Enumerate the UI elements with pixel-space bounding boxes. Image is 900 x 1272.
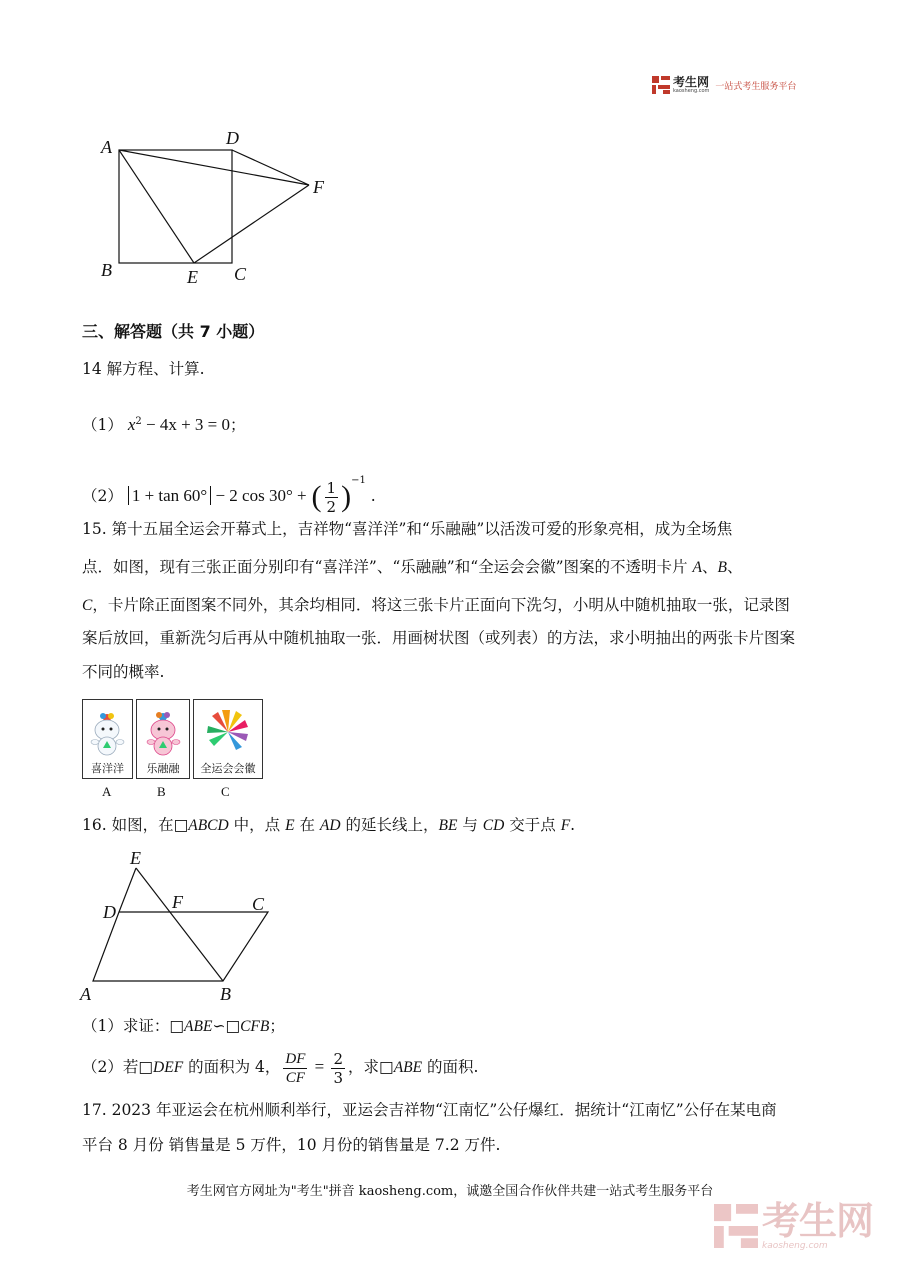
q14-p1-end: ； — [230, 416, 246, 435]
q16-p1-label: （1）求证： — [82, 1017, 170, 1035]
q16-p2-mid: 的面积为 4， — [183, 1058, 281, 1076]
fig2-label-C: C — [252, 894, 265, 914]
q16-p2-frac — [283, 1050, 307, 1087]
q16-p2-num: DF — [285, 1050, 306, 1067]
q16-p2-eq: = — [310, 1057, 329, 1076]
q16-p1-box2: □ — [225, 1017, 241, 1035]
q15-line2b: 、 — [701, 558, 718, 576]
q14-p2-num: 1 — [326, 478, 337, 497]
q16-stem — [82, 815, 575, 836]
q14-p2-rparen: ) — [341, 480, 352, 513]
q16-part1 — [82, 1016, 285, 1037]
fig1-label-B: B — [101, 260, 112, 280]
q16-p2-label: （2）若 — [82, 1058, 139, 1076]
q16-p1-abe: ABE — [184, 1018, 213, 1035]
q16-p2-frac2 — [331, 1050, 345, 1087]
q15-line2 — [82, 557, 742, 578]
figure-parallelogram — [78, 846, 278, 1006]
q14-p1-exp: 2 — [135, 416, 142, 427]
fig2-label-B: B — [220, 984, 231, 1004]
watermark-text: 考生网 — [762, 1199, 874, 1243]
q15-line3-text: ，卡片除正面图案不同外，其余均相同．将这三张卡片正面向下洗匀，小明从中随机抽取一张，记录图 — [92, 596, 790, 614]
q16-stem-g: . — [570, 816, 576, 834]
q15-letter-B: B — [717, 559, 727, 576]
games-emblem-icon — [194, 700, 262, 760]
q16-stem-c: 在 — [294, 816, 320, 834]
q16-stem-BE: BE — [438, 817, 458, 834]
q16-stem-f: 交于点 — [504, 816, 561, 834]
watermark-text-group — [762, 1201, 873, 1251]
q14-p1-rest: − 4x + 3 = 0 — [141, 415, 230, 435]
fig1-label-E: E — [187, 267, 198, 287]
q16-p2-den2: 3 — [333, 1068, 344, 1087]
q16-stem-d: 的延长线上， — [340, 816, 439, 834]
q15-letter-A: A — [692, 559, 702, 576]
q14-p2-label: （2） — [82, 487, 123, 505]
watermark-sub: kaosheng.com — [762, 1241, 828, 1251]
q15-letter-C: C — [82, 597, 93, 614]
q14-p2-den: 2 — [326, 497, 337, 516]
footer-text: 考生网官方网址为"考生"拼音 kaosheng.com，诚邀全国合作伙伴共建一站式考生服务平台 — [186, 1184, 714, 1199]
q16-p2-num2: 2 — [333, 1049, 344, 1068]
q16-p2-box2: □ — [379, 1058, 394, 1076]
q16-stem-AD: AD — [319, 817, 341, 834]
watermark-logo-icon — [714, 1204, 758, 1248]
fig1-label-F: F — [313, 177, 324, 197]
q14-p1-x: x — [127, 415, 136, 435]
q14-stem: 14 解方程、计算. — [82, 360, 205, 378]
fig2-label-A: A — [80, 984, 91, 1004]
card-letter-A: A — [102, 784, 112, 799]
q14-p2-lparen: ( — [311, 480, 322, 513]
q14-p2-abs: 1 + tan 60° — [128, 486, 211, 505]
kaosheng-logo-icon — [652, 76, 670, 94]
q16-stem-CD: CD — [482, 817, 505, 834]
fig2-label-D: D — [103, 902, 116, 922]
q14-p2-exp: −1 — [351, 475, 366, 486]
card-label-xiyangyang: 喜洋洋 — [91, 762, 124, 775]
q16-stem-box: □ — [173, 816, 189, 834]
card-label-lerongrong: 乐融融 — [146, 762, 180, 775]
card-emblem — [193, 699, 263, 779]
q16-p2-def: DEF — [153, 1059, 184, 1076]
card-label-emblem: 全运会会徽 — [200, 762, 256, 775]
q15-line1: 15. 第十五届全运会开幕式上，吉祥物“喜洋洋”和“乐融融”以活泼可爱的形象亮相，成为全场焦 — [82, 520, 733, 538]
logo-sub: kaosheng.com — [673, 88, 710, 94]
card-lerongrong — [136, 699, 190, 779]
fig1-label-C: C — [234, 264, 247, 284]
q16-p2-box: □ — [138, 1058, 154, 1076]
q16-p2-tail: 的面积. — [422, 1058, 479, 1076]
q15-line2a: 点．如图，现有三张正面分别印有“喜洋洋”、“乐融融”和“全运会会徽”图案的不透明卡片 — [82, 558, 693, 576]
logo-slogan: 一站式考生服务平台 — [715, 81, 797, 92]
q16-stem-F: F — [560, 817, 571, 834]
logo-title: 考生网 — [673, 75, 710, 89]
q16-stem-E: E — [285, 817, 295, 834]
q16-stem-abcd: ABCD — [188, 817, 229, 834]
q16-p2-den: CF — [285, 1069, 305, 1086]
q16-stem-a: 16. 如图，在 — [82, 816, 174, 834]
card-letter-B: B — [157, 784, 166, 799]
q17-line2: 平台 8 月份 销售量是 5 万件，10 月份的销售量是 7.2 万件. — [82, 1136, 501, 1154]
mascot-xiyangyang-icon — [83, 700, 132, 760]
q14-p2-mid: − 2 cos 30° + — [211, 486, 307, 505]
q14-p2-frac — [325, 479, 339, 516]
q16-stem-b: 中，点 — [228, 816, 286, 834]
q17-line1: 17. 2023 年亚运会在杭州顺利举行，亚运会吉祥物“江南忆”公仔爆红．据统计“江南忆”公仔在某电商 — [82, 1101, 777, 1119]
q15-line3 — [82, 595, 790, 616]
q16-p2-abe: ABE — [393, 1059, 423, 1076]
card-letter-C: C — [221, 784, 230, 799]
q16-p1-box1: □ — [169, 1017, 185, 1035]
q16-p1-cfb: CFB — [240, 1018, 270, 1035]
q15-line5: 不同的概率. — [82, 663, 165, 681]
fig1-label-A: A — [101, 137, 112, 157]
q16-stem-e: 与 — [457, 816, 483, 834]
q14-p1-label: （1） — [82, 416, 123, 435]
fig2-label-F: F — [172, 892, 183, 912]
fig2-label-E: E — [130, 848, 141, 868]
q16-part2 — [82, 1046, 478, 1089]
q16-p1-sim: ∽ — [212, 1017, 226, 1035]
q14-part1 — [82, 412, 246, 435]
header-logo — [652, 73, 817, 97]
q16-p2-end: ，求 — [348, 1058, 380, 1076]
mascot-lerongrong-icon — [137, 700, 189, 760]
q16-p1-end: ； — [269, 1017, 285, 1035]
logo-text-group — [673, 76, 709, 94]
watermark — [714, 1199, 884, 1251]
q14-p2-end: . — [370, 487, 376, 505]
fig1-label-D: D — [226, 128, 239, 148]
q15-line2c: 、 — [726, 558, 743, 576]
section-title: 三、解答题（共 7 小题） — [82, 322, 265, 341]
q14-part2 — [82, 458, 376, 520]
figure-square-triangle — [95, 128, 345, 288]
q15-line4: 案后放回，重新洗匀后再从中随机抽取一张．用画树状图（或列表）的方法，求小明抽出的两张卡片图案 — [82, 629, 796, 647]
card-xiyangyang — [82, 699, 133, 779]
